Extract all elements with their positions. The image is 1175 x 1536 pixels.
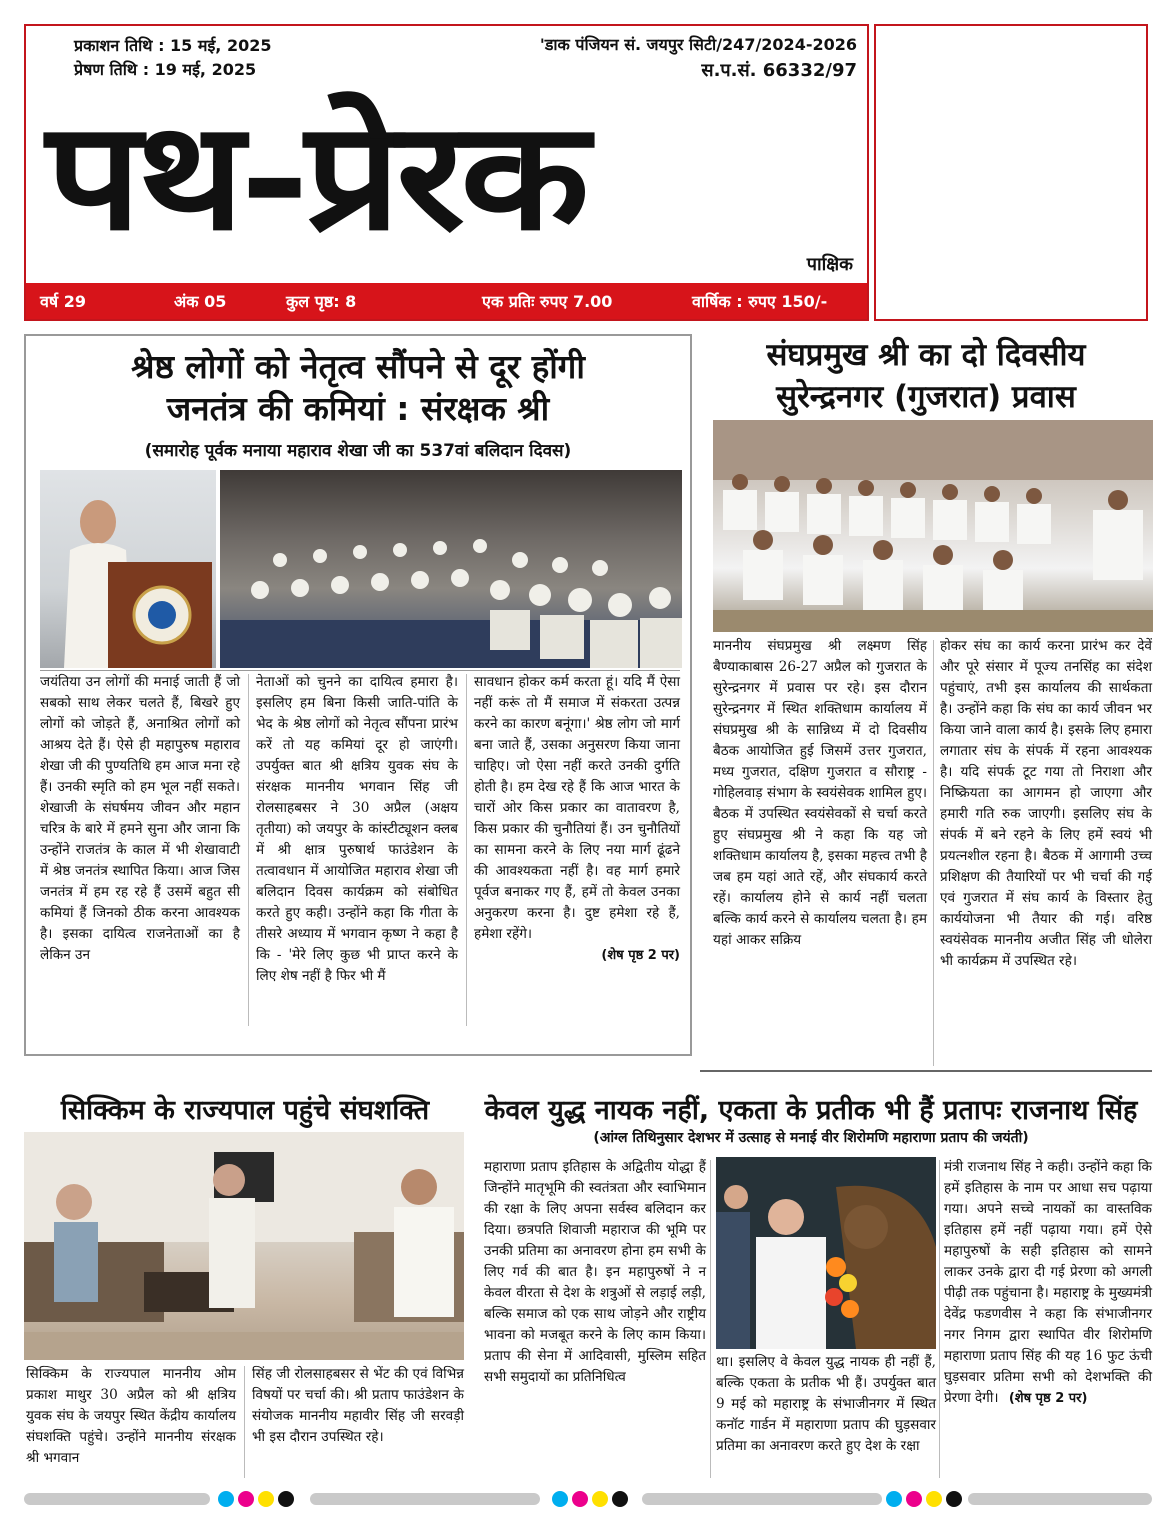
article-column-2: सिंह जी रोलसाहबसर से भेंट की एवं विभिन्न विषयों पर चर्चा की। श्री प्रताप फाउंडेशन के संयोजक माननीय महावीर सिंह जी सरवड़ी भी इस दौरान उपस्थित रहे। (252, 1366, 464, 1445)
article-column-1: महाराणा प्रताप इतिहास के अद्वितीय योद्धा हैं जिन्होंने मातृभूमि की स्वतंत्रता और स्वाभिमान की रक्षा के लिए अपना सर्वस्व बलिदान कर दिया। छत्रपति शिवाजी महाराज की भूमि पर उनकी प्रतिमा का अनावरण होना हम सभी के लिए गर्व की बात है। इन महापुरुषों ने न केवल वीरता से देश के शत्रुओं से लड़ाई लड़ी, बल्कि समाज को एक साथ जोड़ने और राष्ट्रीय भावना को मजबूत करने के लिए काम किया। प्रताप की सेना में आदिवासी, मुस्लिम सहित सभी समुदायों का प्रतिनिधित्व (484, 1159, 706, 1385)
article-column-1: माननीय संघप्रमुख श्री लक्ष्मण सिंह बैण्याकाबास 26-27 अप्रैल को गुजरात के सुरेन्द्रनगर में प्रवास पर रहे। इस दौरान सुरेन्द्रनगर में स्थित शक्तिधाम कार्यालय में संघप्रमुख श्री के सान्निध्य में दो दिवसीय बैठक आयोजित हुई जिसमें उत्तर गुजरात, मध्य गुजरात, दक्षिण गुजरात व सौराष्ट्र - गोहिलवाड़ संभाग के स्वयंसेवक शामिल हुए। बैठक में उपस्थित स्वयंसेवकों से चर्चा करते हुए संघप्रमुख श्री ने कहा कि यह जो शक्तिधाम कार्यालय है, इसका महत्त्व तभी है जब हम यहां आते रहें, और संघकार्य करते रहें। कार्यालय होने से कार्य नहीं चलता बल्कि कार्य करने से कार्यालय चलता है। हम यहां आकर सक्रिय (713, 638, 927, 948)
article-column-1: सिक्किम के राज्यपाल माननीय ओम प्रकाश माथुर 30 अप्रैल को श्री क्षत्रिय युवक संघ के जयपुर स्थित केंद्रीय कार्यालय संघशक्ति पहुंचे। उन्होंने माननीय संरक्षक श्री भगवान (26, 1366, 236, 1466)
column-divider (248, 674, 249, 1026)
black-registration-dot (278, 1491, 294, 1507)
article-column-1: जयंतिया उन लोगों की मनाई जाती हैं जो सबको साथ लेकर चलते हैं, बिखरे हुए लोगों को जोड़ते हैं, अनाश्रित लोगों को आश्रय देते हैं। ऐसे ही महापुरुष महाराव शेखा जी की पुण्यतिथि हम आज मना रहे हैं। उनकी स्मृति को हम भूल नहीं सकते। शेखाजी के संघर्षमय जीवन और महान चरित्र के बारे में हमने सुना और जाना कि उन्होंने राजतंत्र के काल में भी शेखावाटी में श्रेष्ठ जनतंत्र स्थापित किया। आज जिस जनतंत्र में हम रह रहे हैं उसमें बहुत सी कमियां हैं जिनको ठीक करना आवश्यक है। इसका दायित्व राजनेताओं का है लेकिन उन (40, 674, 240, 963)
print-bar-segment (642, 1493, 882, 1505)
article-column-2: नेताओं को चुनने का दायित्व हमारा है। इसलिए हम बिना किसी जाति-पांति के भेद के श्रेष्ठ लोगों को नेतृत्व सौंपना प्रारंभ करें तो यह कमियां दूर हो जाएंगी। उपर्युक्त बात श्री क्षत्रिय युवक संघ के संरक्षक माननीय भगवान सिंह जी रोलसाहबसर ने 30 अप्रैल (अक्षय तृतीया) को जयपुर के कांस्टीट्यूशन क्लब में श्री क्षात्र पुरुषार्थ फाउंडेशन के तत्वावधान में आयोजित महाराव शेखा जी बलिदान दिवस कार्यक्रम को संबोधित करते हुए कही। उन्होंने कहा कि गीता के तीसरे अध्याय में भगवान कृष्ण ने कहा है कि - 'मेरे लिए कुछ भी प्राप्त करने के लिए शेष नहीं है फिर भी मैं (256, 674, 458, 984)
date-block (74, 34, 271, 82)
issue-info-strip (26, 283, 867, 319)
section-rule (700, 1070, 1152, 1072)
column-divider (939, 1160, 940, 1478)
continued-note: (शेष पृष्ठ 2 पर) (1008, 1391, 1088, 1406)
article-sikkim-governor-headline: सिक्किम के राज्यपाल पहुंचे संघशक्ति (60, 1095, 430, 1126)
cyan-registration-dot (886, 1491, 902, 1507)
magenta-registration-dot (572, 1491, 588, 1507)
statue-unveiling-photo (716, 1157, 936, 1349)
article-subheadline: (आंग्ल तिथिनुसार देशभर में उत्साह से मनाई वीर शिरोमणि महाराणा प्रताप की जयंती) (593, 1130, 1029, 1146)
column-divider (244, 1366, 245, 1478)
total-pages-label: कुल पृष्ठ: 8 (286, 292, 357, 311)
print-bar-segment (310, 1493, 540, 1505)
cyan-registration-dot (552, 1491, 568, 1507)
article-column-3: सावधान होकर कर्म करता हूं। यदि मैं ऐसा नहीं करूं तो मैं समाज में संकरता उत्पन्न करने का कारण बनूंगा।' श्रेष्ठ लोग जो मार्ग बना जाते हैं, उसका अनुसरण किया जाना चाहिए। जो ऐसा नहीं करते उनकी दुर्गति होती है। हम देख रहे हैं कि आज भारत के चारों ओर किस प्रकार का वातावरण है, किस प्रकार की चुनौतियां हैं। उन चुनौतियों का सामना करने के लिए नया मार्ग ढूंढने की आवश्यकता नहीं है। वह मार्ग हमारे पूर्वज बनाकर गए हैं, हमें तो केवल उनका अनुकरण करना है। दुष्ट हमेशा रहे हैं, हमेशा रहेंगे। (शेष पृष्ठ 2 पर) (474, 672, 680, 966)
governor-visit-photo (24, 1132, 464, 1360)
column-divider (933, 640, 934, 1066)
registration-block (540, 32, 857, 84)
audience-illustration (220, 470, 682, 668)
audience-photo (220, 470, 682, 668)
yellow-registration-dot (592, 1491, 608, 1507)
advertisement-box (874, 24, 1148, 321)
black-registration-dot (612, 1491, 628, 1507)
yellow-registration-dot (926, 1491, 942, 1507)
issue-label: अंक 05 (174, 292, 227, 311)
newspaper-title: पथ-प्रेरक (46, 88, 585, 264)
photo-rule (40, 670, 680, 671)
print-bar-segment (24, 1493, 210, 1505)
column-divider (710, 1160, 711, 1478)
governor-visit-illustration (24, 1132, 464, 1360)
frequency-label: पाक्षिक (806, 254, 853, 275)
cyan-registration-dot (218, 1491, 234, 1507)
annual-price: वार्षिक : रुपए 150/- (692, 292, 828, 311)
article-leadership (24, 334, 692, 1056)
speaker-photo (40, 470, 216, 668)
postal-registration: 'डाक पंजियन सं. जयपुर सिटी/247/2024-2026 (539, 35, 857, 54)
black-registration-dot (946, 1491, 962, 1507)
print-bar-segment (968, 1493, 1152, 1505)
speaker-illustration (40, 470, 216, 668)
statue-unveiling-illustration (716, 1157, 936, 1349)
article-maharana-pratap-headline: केवल युद्ध नायक नहीं, एकता के प्रतीक भी हैं प्रतापः राजनाथ सिंह (484, 1095, 1138, 1126)
article-headline: श्रेष्ठ लोगों को नेतृत्व सौंपने से दूर होंगी जनतंत्र की कमियां : संरक्षक श्री (131, 347, 585, 428)
meeting-photo (713, 420, 1153, 632)
article-subheadline: (समारोह पूर्वक मनाया महाराव शेखा जी का 537वां बलिदान दिवस) (144, 441, 572, 461)
magenta-registration-dot (906, 1491, 922, 1507)
yellow-registration-dot (258, 1491, 274, 1507)
masthead (24, 24, 869, 321)
print-registration-bar (24, 1490, 1152, 1506)
year-label: वर्ष 29 (40, 292, 86, 311)
article-column-3: मंत्री राजनाथ सिंह ने कही। उन्होंने कहा कि हमें इतिहास के नाम पर आधा सच पढ़ाया गया। अपने सच्चे नायकों का वास्तविक इतिहास हमें नहीं पढ़ाया गया। हमें ऐसे महापुरुषों के सही इतिहास को सामने लाकर उनके द्वारा दी गई प्रेरणा को अगली पीढ़ी तक पहुंचाना है। महाराष्ट्र के मुख्यमंत्री देवेंद्र फडणवीस ने कहा कि संभाजीनगर नगर निगम द्वारा स्थापित वीर शिरोमणि महाराणा प्रताप सिंह की यह 16 फुट ऊंची घुड़सवार प्रतिमा सभी को देशभक्ति की प्रेरणा देगी। (शेष पृष्ठ 2 पर) (944, 1159, 1152, 1406)
meeting-illustration (713, 420, 1153, 632)
continued-note: (शेष पृष्ठ 2 पर) (601, 948, 680, 963)
column-divider (466, 674, 467, 1026)
article-sangh-visit-headline: संघप्रमुख श्री का दो दिवसीय सुरेन्द्रनगर (गुजरात) प्रवास (766, 337, 1086, 415)
article-column-2: होकर संघ का कार्य करना प्रारंभ कर देवें और पूरे संसार में पूज्य तनसिंह का संदेश पहुंचाएं, तभी इस कार्यालय की सार्थकता है। उन्होंने कहा कि संघ का कार्य जीवन भर किया जाने वाला कार्य है। इसके लिए हमारा लगातार संघ के संपर्क में रहना आवश्यक है। यदि संपर्क टूट गया तो निराशा और निष्क्रियता का आगमन हो जाएगा और हमारी गति रुक जाएगी। इसलिए संघ के संपर्क में बने रहने के लिए हमें स्वयं भी प्रयत्नशील रहना है। बैठक में आगामी उच्च प्रशिक्षण की तैयारियों पर भी चर्चा की गई एवं गुजरात में संघ कार्य के विस्तार हेतु कार्ययोजना भी तैयार की गई। वरिष्ठ स्वयंसेवक माननीय अजीत सिंह जी धोलेरा भी कार्यक्रम में उपस्थित रहे। (940, 638, 1152, 969)
article-column-2: था। इसलिए वे केवल युद्ध नायक ही नहीं हैं, बल्कि एकता के प्रतीक भी हैं। उपर्युक्त बात 9 मई को महाराष्ट्र के संभाजीनगर में स्थित कनॉट गार्डन में महाराणा प्रताप की घुड़सवार प्रतिमा का अनावरण करते हुए देश के रक्षा (716, 1354, 936, 1454)
single-copy-price: एक प्रतिः रुपए 7.00 (482, 292, 613, 311)
publish-date: प्रकाशन तिथि : 15 मई, 2025 (74, 36, 272, 55)
sps-number: स.प.सं. 66332/97 (701, 60, 857, 81)
dispatch-date: प्रेषण तिथि : 19 मई, 2025 (74, 60, 257, 79)
magenta-registration-dot (238, 1491, 254, 1507)
